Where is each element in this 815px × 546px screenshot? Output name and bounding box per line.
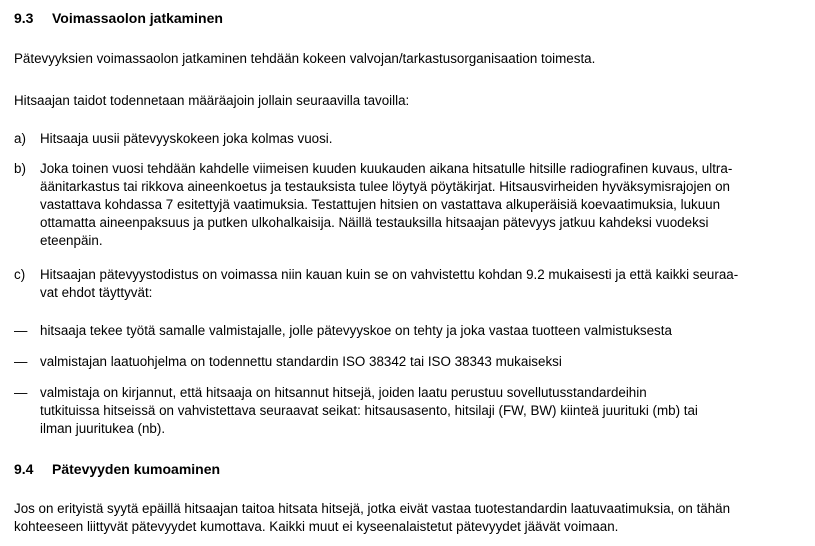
dash-bullet: — [14,385,28,400]
revocation-paragraph [14,500,804,536]
text-line: valmistajan laatuohjelma on todennettu standardin ISO 38342 tai ISO 38343 mukaiseksi [40,354,562,369]
text-line: vastattava kohdassa 7 esitettyjä vaatimuksia. Testattujen hitsien on vastattava alkuperäisiä koevaatimuksia, lukuun [40,197,721,212]
condition-item [40,384,800,438]
section-title: Pätevyyden kumoaminen [52,461,221,477]
text-line: Hitsaaja uusii pätevyyskokeen joka kolmas vuosi. [40,131,333,146]
text-line: eteenpäin. [40,233,103,248]
text-line: ottamatta aineenpaksuus ja putken ulkohalkaisija. Näillä testauksilla hitsaajan pätevyys jatkuu kahdeksi vuodeksi [40,215,709,230]
list-item-b [40,160,800,250]
section-heading-9-4 [14,460,220,478]
section-number: 9.4 [14,461,34,477]
text-line: Hitsaajan pätevyystodistus on voimassa niin kauan kuin se on vahvistettu kohdan 9.2 mukaisesti ja että kaikki seuraa- [40,267,739,282]
list-label-a: a) [14,131,26,146]
text-line: ilman juuritukea (nb). [40,421,166,436]
dash-bullet: — [14,354,28,369]
intro-paragraph: Pätevyyksien voimassaolon jatkaminen tehdään kokeen valvojan/tarkastusorganisaation toimesta. [14,51,596,66]
text-line: Jos on erityistä syytä epäillä hitsaajan taitoa hitsata hitsejä, jotka eivät vastaa tuotestandardin laatuvaatimuksia, on tähän [14,501,731,516]
dash-bullet: — [14,323,28,338]
text-line: äänitarkastus tai rikkova aineenkoetus ja testauksista tulee löytyä pöytäkirjat. Hitsausvirheiden hyväksymisrajojen on [40,179,730,194]
condition-item [40,353,800,371]
text-line: tutkituissa hitseissä on vahvistettava seuraavat seikat: hitsausasento, hitsilaji (FW, BW) kiinteä juurituki (mb) tai [40,403,698,418]
list-label-b: b) [14,161,26,176]
text-line: valmistaja on kirjannut, että hitsaaja on hitsannut hitsejä, joiden laatu perustuu sovellutusstandardeihin [40,385,647,400]
list-item-c [40,266,800,302]
list-item-a [40,130,800,148]
text-line: Joka toinen vuosi tehdään kahdelle viimeisen kuuden kuukauden aikana hitsatulle hitsille radiografinen kuvaus, ultra- [40,161,733,176]
section-number: 9.3 [14,10,34,26]
text-line: hitsaaja tekee työtä samalle valmistajalle, jolle pätevyyskoe on tehty ja joka vastaa tuotteen valmistuksesta [40,323,672,338]
condition-item [40,322,800,340]
section-heading-9-3 [14,9,223,27]
list-label-c: c) [14,267,26,282]
methods-intro-paragraph: Hitsaajan taidot todennetaan määräajoin jollain seuraavilla tavoilla: [14,93,410,108]
section-title: Voimassaolon jatkaminen [52,10,223,26]
text-line: kohteeseen liittyvät pätevyydet kumottava. Kaikki muut ei kyseenalaistetut pätevyydet jäävät voimaan. [14,519,619,534]
text-line: vat ehdot täyttyvät: [40,285,153,300]
